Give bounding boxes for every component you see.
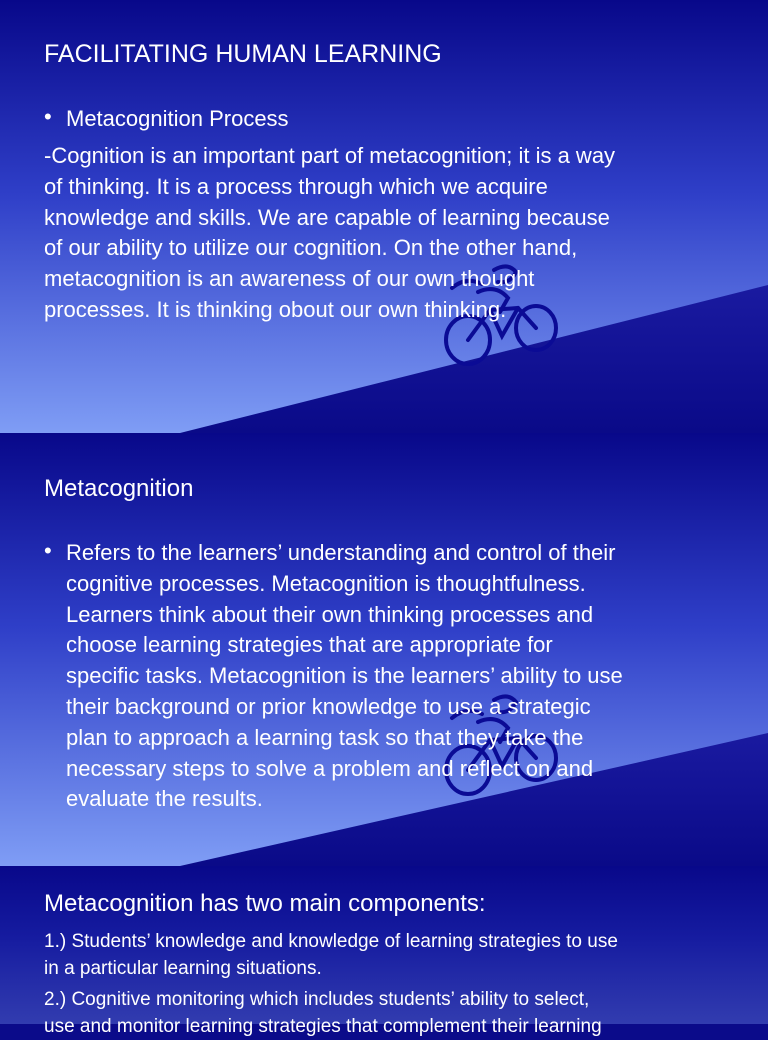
slide-1-title: FACILITATING HUMAN LEARNING — [44, 40, 442, 68]
slide-3 — [0, 866, 768, 1037]
slide-1-paragraph: -Cognition is an important part of metacognition; it is a way of thinking. It is a process through which we acquire knowledge and skills. We are capable of learning because of our ability to utilize our cognition. On the other hand, metacognition is an awareness of our own thought processes. It is thinking obout our own thinking. — [44, 143, 616, 322]
slide-3-item-1: 1.) Students’ knowledge and knowledge of learning strategies to use in a particular learning situations. — [44, 931, 618, 979]
slide-2-bullet-text: Refers to the learners’ understanding and control of their cognitive processes. Metacognition is thoughtfulness. Learners think about their own thinking processes and choose learning strategies that are appropriate for specific tasks. Metacognition is the learners’ ability to use their background or prior knowledge to use a strategic plan to approach a learning task so that they take the necessary steps to solve a problem and reflect on and evaluate the results. — [66, 540, 623, 812]
slide-1 — [0, 0, 768, 433]
slide-3-item-2: 2.) Cognitive monitoring which includes students’ ability to select, use and monitor learning strategies that complement their learning — [44, 989, 602, 1037]
slide-2 — [0, 433, 768, 866]
slide-2-bullet: • — [44, 538, 52, 563]
slide-1-bullet: • — [44, 104, 52, 129]
slide-2-title: Metacognition — [44, 475, 194, 502]
slide-3-title: Metacognition has two main components: — [44, 890, 486, 917]
slide-1-bullet-text: Metacognition Process — [66, 106, 289, 131]
